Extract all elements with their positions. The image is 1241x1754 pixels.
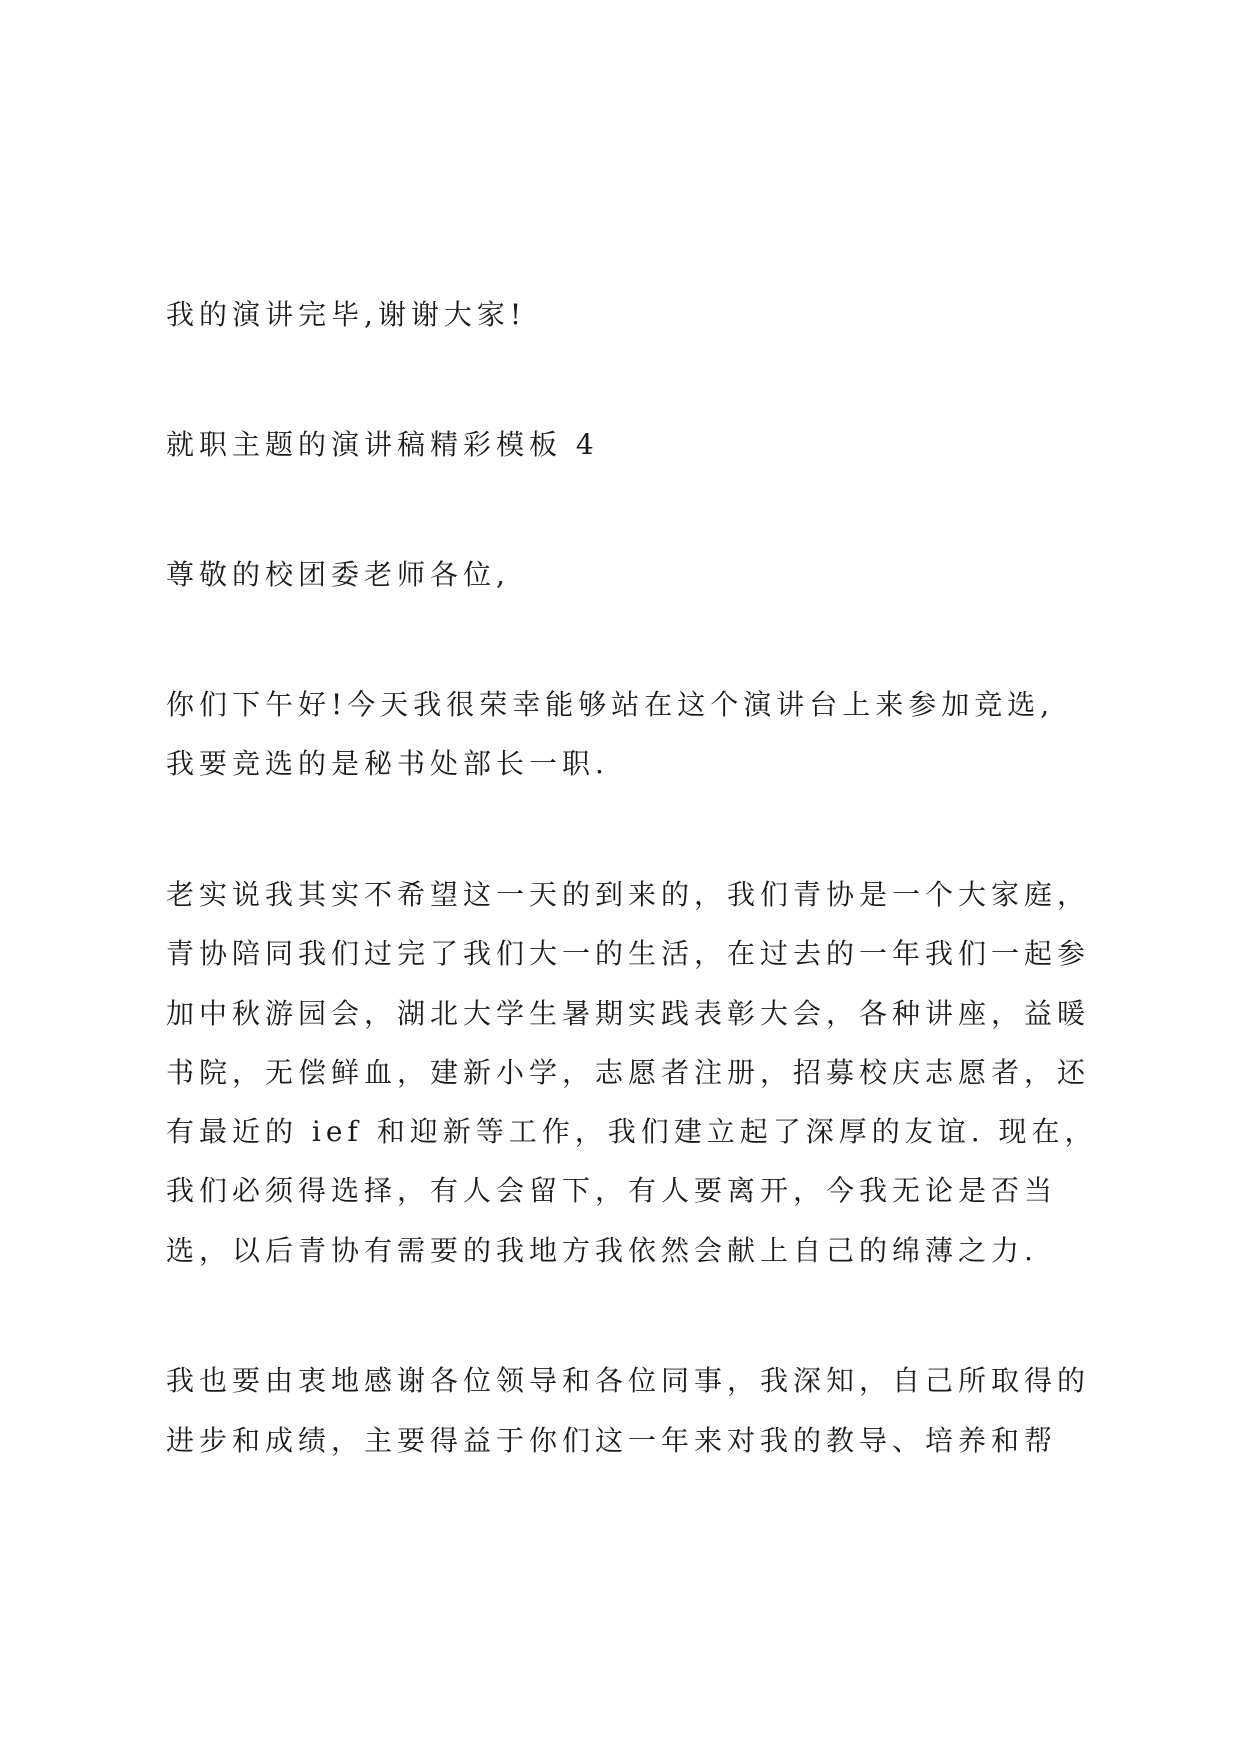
paragraph-line: 我要竞选的是秘书处部长一职. — [166, 747, 609, 780]
paragraph-line: 有最近的 ief 和迎新等工作，我们建立起了深厚的友谊. 现在， — [166, 1115, 1098, 1148]
paragraph-line: 进步和成绩，主要得益于你们这一年来对我的教导、培养和帮 — [166, 1424, 1058, 1457]
paragraph-line: 你们下午好!今天我很荣幸能够站在这个演讲台上来参加竞选, — [166, 688, 1055, 721]
paragraph-line: 青协陪同我们过完了我们大一的生活，在过去的一年我们一起参 — [166, 937, 1091, 970]
paragraph-line: 加中秋游园会，湖北大学生暑期实践表彰大会，各种讲座，益暖 — [166, 997, 1091, 1030]
section-heading: 就职主题的演讲稿精彩模板 4 — [166, 428, 599, 461]
salutation-line: 尊敬的校团委老师各位, — [166, 558, 510, 591]
paragraph-line: 书院，无偿鲜血，建新小学，志愿者注册，招募校庆志愿者，还 — [166, 1056, 1091, 1089]
paragraph-line: 选，以后青协有需要的我地方我依然会献上自己的绵薄之力. — [166, 1234, 1038, 1267]
paragraph-line: 我们必须得选择，有人会留下，有人要离开，今我无论是否当 — [166, 1174, 1058, 1207]
paragraph-line: 老实说我其实不希望这一天的到来的，我们青协是一个大家庭， — [166, 878, 1091, 911]
closing-line: 我的演讲完毕,谢谢大家! — [166, 298, 527, 331]
paragraph-line: 我也要由衷地感谢各位领导和各位同事，我深知，自己所取得的 — [166, 1364, 1091, 1397]
